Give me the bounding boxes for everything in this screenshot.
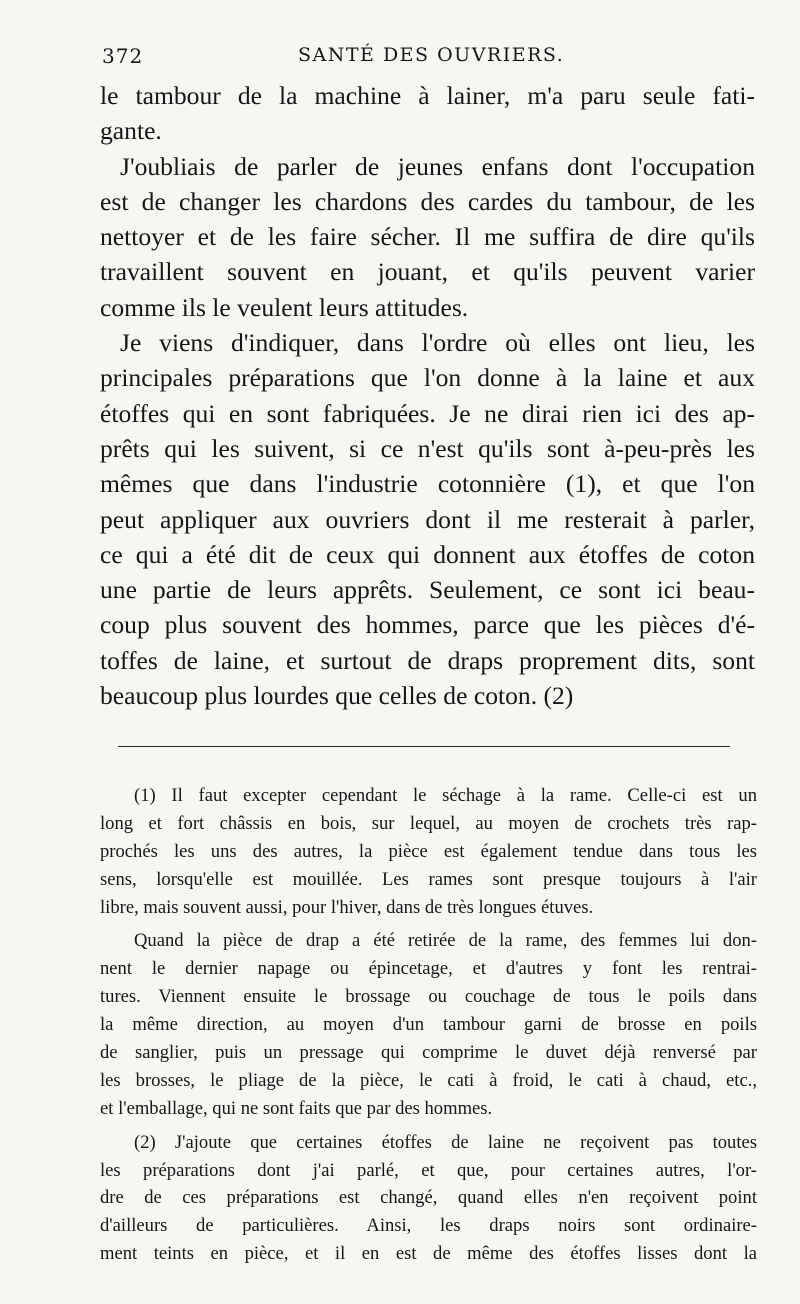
- footnote-line: (2) J'ajoute que certaines étoffes de laine ne reçoivent pas toutes: [134, 1131, 757, 1153]
- text-line: Je viens d'indiquer, dans l'ordre où elles ont lieu, les: [120, 328, 755, 358]
- text-line: prêts qui les suivent, si ce n'est qu'ils sont à-peu-près les: [100, 433, 755, 463]
- text-line: travaillent souvent en jouant, et qu'ils peuvent varier: [100, 257, 755, 287]
- page-number: 372: [102, 44, 144, 68]
- footnote-divider: [118, 746, 730, 747]
- text-line: coup plus souvent des hommes, parce que les pièces d'é-: [100, 610, 755, 640]
- text-line: ce qui a été dit de ceux qui donnent aux étoffes de coton: [100, 539, 755, 569]
- text-line: gante.: [100, 116, 162, 146]
- text-line: J'oubliais de parler de jeunes enfans dont l'occupation: [120, 151, 755, 181]
- footnotes: [100, 782, 757, 1274]
- footnote-line: tures. Viennent ensuite le brossage ou couchage de tous le poils dans: [100, 986, 757, 1008]
- main-text: [100, 78, 755, 713]
- footnote-line: dre de ces préparations est changé, quand elles n'en reçoivent point: [100, 1187, 757, 1209]
- footnote-1: [100, 782, 757, 921]
- text-line: toffes de laine, et surtout de draps proprement dits, sont: [100, 645, 755, 675]
- footnote-1-continued: [100, 927, 757, 1122]
- footnote-line: de sanglier, puis un pressage qui comprime le duvet déjà renversé par: [100, 1042, 757, 1064]
- footnote-line: sens, lorsqu'elle est mouillée. Les rames sont presque toujours à l'air: [100, 868, 757, 890]
- footnote-line: les brosses, le pliage de la pièce, le cati à froid, le cati à chaud, etc.,: [100, 1069, 757, 1091]
- text-line: une partie de leurs apprêts. Seulement, ce sont ici beau-: [100, 575, 755, 605]
- footnote-line: nent le dernier napage ou épincetage, et d'autres y font les rentrai-: [100, 958, 757, 980]
- footnote-line: Quand la pièce de drap a été retirée de la rame, des femmes lui don-: [134, 930, 757, 952]
- text-line: étoffes qui en sont fabriquées. Je ne dirai rien ici des ap-: [100, 398, 755, 428]
- text-line: peut appliquer aux ouvriers dont il me resterait à parler,: [100, 504, 755, 534]
- footnote-line: et l'emballage, qui ne sont faits que par des hommes.: [100, 1097, 493, 1119]
- page-header: [102, 40, 752, 70]
- text-line: comme ils le veulent leurs attitudes.: [100, 292, 469, 322]
- footnote-line: d'ailleurs de particulières. Ainsi, les draps noirs sont ordinaire-: [100, 1215, 757, 1237]
- footnote-line: prochés les uns des autres, la pièce est également tendue dans tous les: [100, 840, 757, 862]
- footnote-line: libre, mais souvent aussi, pour l'hiver, dans de très longues étuves.: [100, 896, 594, 918]
- footnote-line: (1) Il faut excepter cependant le séchage à la rame. Celle-ci est un: [134, 785, 757, 806]
- footnote-line: la même direction, au moyen d'un tambour garni de brosse en poils: [100, 1014, 757, 1036]
- text-line: est de changer les chardons des cardes du tambour, de les: [100, 186, 755, 216]
- footnote-line: long et fort châssis en bois, sur lequel, au moyen de crochets très rap-: [100, 812, 757, 834]
- text-line: beaucoup plus lourdes que celles de coton. (2): [100, 681, 574, 711]
- text-line: principales préparations que l'on donne à la laine et aux: [100, 363, 755, 393]
- footnote-line: ment teints en pièce, et il en est de même des étoffes lisses dont la: [100, 1243, 757, 1265]
- text-line: mêmes que dans l'industrie cotonnière (1), et que l'on: [100, 469, 755, 499]
- footnote-line: les préparations dont j'ai parlé, et que, pour certaines autres, l'or-: [100, 1159, 757, 1181]
- running-title: SANTÉ DES OUVRIERS.: [298, 44, 565, 66]
- text-line: nettoyer et de les faire sécher. Il me suffira de dire qu'ils: [100, 222, 755, 252]
- footnote-2: [100, 1129, 757, 1268]
- text-line: le tambour de la machine à lainer, m'a paru seule fati-: [100, 81, 755, 110]
